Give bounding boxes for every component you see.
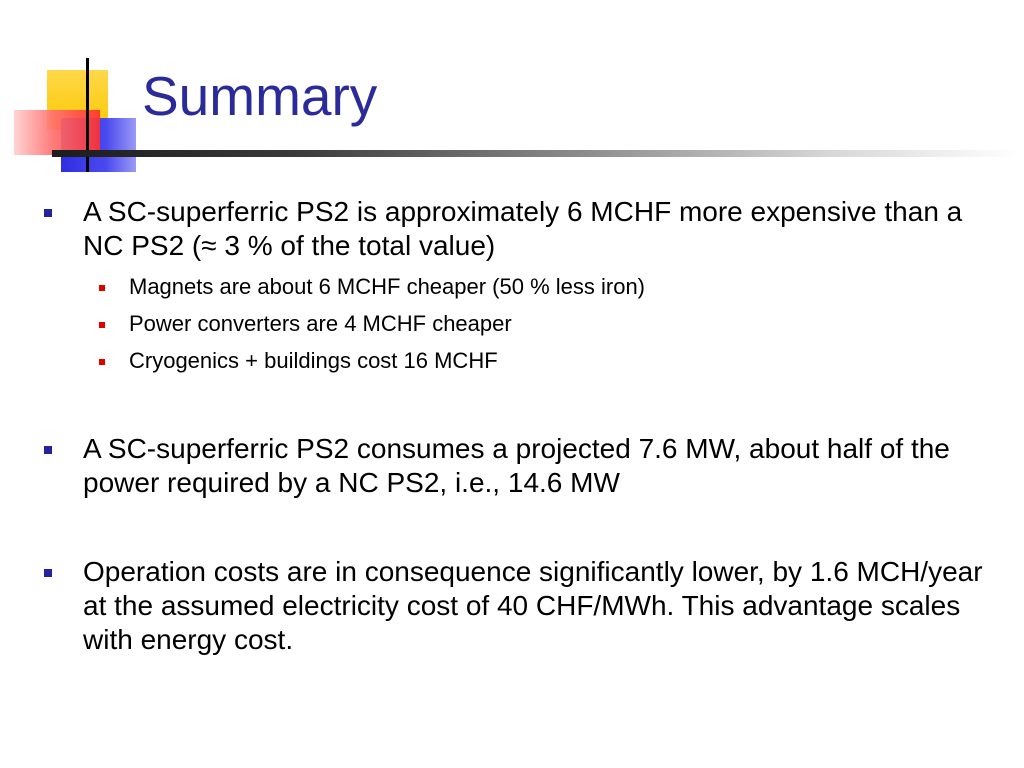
subbullet-item <box>44 273 994 300</box>
bullet-item <box>44 555 994 657</box>
subbullet-text: Power converters are 4 MCHF cheaper <box>129 311 512 336</box>
subbullet-text: Magnets are about 6 MCHF cheaper (50 % less iron) <box>129 274 646 299</box>
slide-title: Summary <box>142 65 378 127</box>
square-bullet-icon <box>44 446 52 454</box>
square-bullet-icon <box>99 359 105 365</box>
square-bullet-icon <box>44 209 52 217</box>
square-bullet-icon <box>99 322 105 328</box>
subbullet-item <box>44 310 994 337</box>
bullet-text: A SC-superferric PS2 is approximately 6 MCHF more expensive than a NC PS2 (≈ 3 % of the total value) <box>83 196 963 261</box>
subbullet-text: Cryogenics + buildings cost 16 MCHF <box>129 348 498 373</box>
subbullet-item <box>44 347 994 374</box>
bullet-text: A SC-superferric PS2 consumes a projected 7.6 MW, about half of the power required by a NC PS2, i.e., 14.6 MW <box>83 433 950 498</box>
bullet-item <box>44 432 994 500</box>
bullet-item <box>44 195 994 263</box>
bullet-text: Operation costs are in consequence significantly lower, by 1.6 MCH/year at the assumed electricity cost of 40 CHF/MWh. This advantage scales with energy cost. <box>83 556 983 655</box>
slide-content <box>44 195 994 657</box>
square-bullet-icon <box>44 569 52 577</box>
square-bullet-icon <box>99 285 105 291</box>
title-underline <box>52 150 1020 157</box>
